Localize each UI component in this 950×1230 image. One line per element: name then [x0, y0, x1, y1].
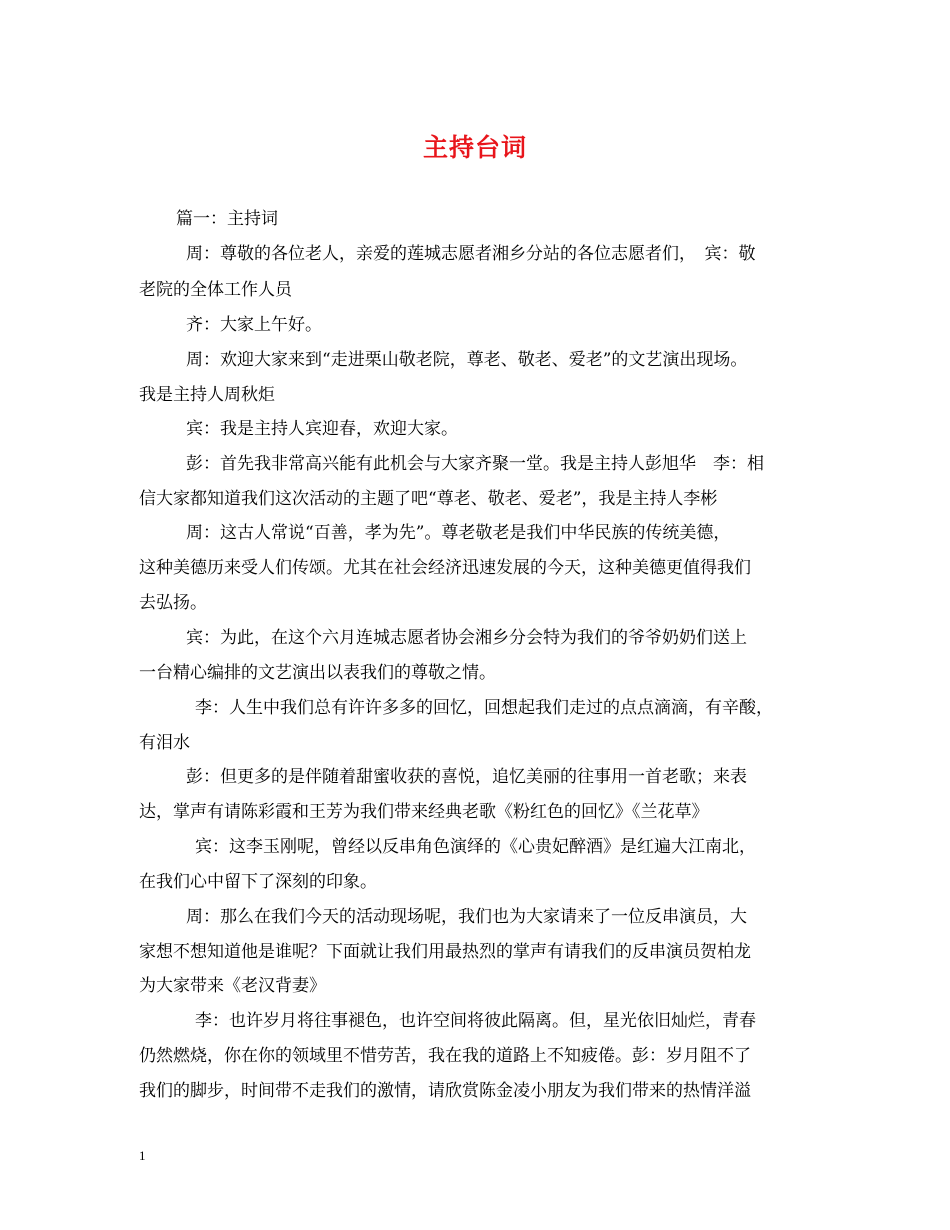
text-line: 李：也许岁月将往事褪色，也许空间将彼此隔离。但，星光依旧灿烂，青春 — [195, 1011, 756, 1031]
text-line: 周：欢迎大家来到“走进栗山敬老院，尊老、敬老、爱老”的文艺演出现场。 — [186, 350, 748, 370]
text-line: 家想不想知道他是谁呢？下面就让我们用最热烈的掌声有请我们的反串演员贺柏龙 — [139, 942, 751, 962]
text-line: 去弘扬。 — [139, 593, 207, 613]
text-line: 李：人生中我们总有许许多多的回忆，回想起我们走过的点点滴滴，有辛酸， — [195, 698, 773, 718]
text-line: 达，掌声有请陈彩霞和王芳为我们带来经典老歌《粉红色的回忆》《兰花草》 — [139, 802, 709, 822]
text-line: 周：那么在我们今天的活动现场呢，我们也为大家请来了一位反串演员，大 — [186, 907, 747, 927]
text-line: 有泪水 — [139, 733, 190, 753]
text-line: 周：这古人常说“百善，孝为先”。尊老敬老是我们中华民族的传统美德， — [186, 523, 731, 543]
text-line: 齐：大家上午好。 — [186, 315, 322, 335]
text-line: 彭：但更多的是伴随着甜蜜收获的喜悦，追忆美丽的往事用一首老歌；来表 — [186, 767, 747, 787]
page-number: 1 — [139, 1148, 146, 1163]
document-title: 主持台词 — [422, 133, 527, 162]
text-line: 在我们心中留下了深刻的印象。 — [139, 872, 377, 892]
text-line: 为大家带来《老汉背妻》 — [139, 976, 326, 996]
text-line: 宾：为此，在这个六月连城志愿者协会湘乡分会特为我们的爷爷奶奶们送上 — [186, 628, 747, 648]
text-line: 老院的全体工作人员 — [139, 280, 292, 300]
text-line: 彭：首先我非常高兴能有此机会与大家齐聚一堂。我是主持人彭旭华 李：相 — [186, 454, 764, 474]
text-line: 一台精心编排的文艺演出以表我们的尊敬之情。 — [139, 663, 496, 683]
text-line: 篇一：主持词 — [176, 209, 278, 229]
text-line: 我是主持人周秋炬 — [139, 385, 275, 405]
text-line: 信大家都知道我们这次活动的主题了吧“尊老、敬老、爱老”，我是主持人李彬 — [139, 489, 718, 509]
text-line: 周：尊敬的各位老人，亲爱的莲城志愿者湘乡分站的各位志愿者们， 宾：敬 — [186, 244, 756, 264]
text-line: 宾：这李玉刚呢，曾经以反串角色演绎的《心贵妃醉酒》是红遍大江南北， — [195, 837, 756, 857]
text-line: 仍然燃烧，你在你的领域里不惜劳苦，我在我的道路上不知疲倦。彭：岁月阻不了 — [139, 1046, 751, 1066]
text-line: 这种美德历来受人们传颂。尤其在社会经济迅速发展的今天，这种美德更值得我们 — [139, 558, 751, 578]
text-line: 我们的脚步，时间带不走我们的激情，请欣赏陈金凌小朋友为我们带来的热情洋溢 — [139, 1081, 751, 1101]
text-line: 宾：我是主持人宾迎春，欢迎大家。 — [186, 419, 458, 439]
